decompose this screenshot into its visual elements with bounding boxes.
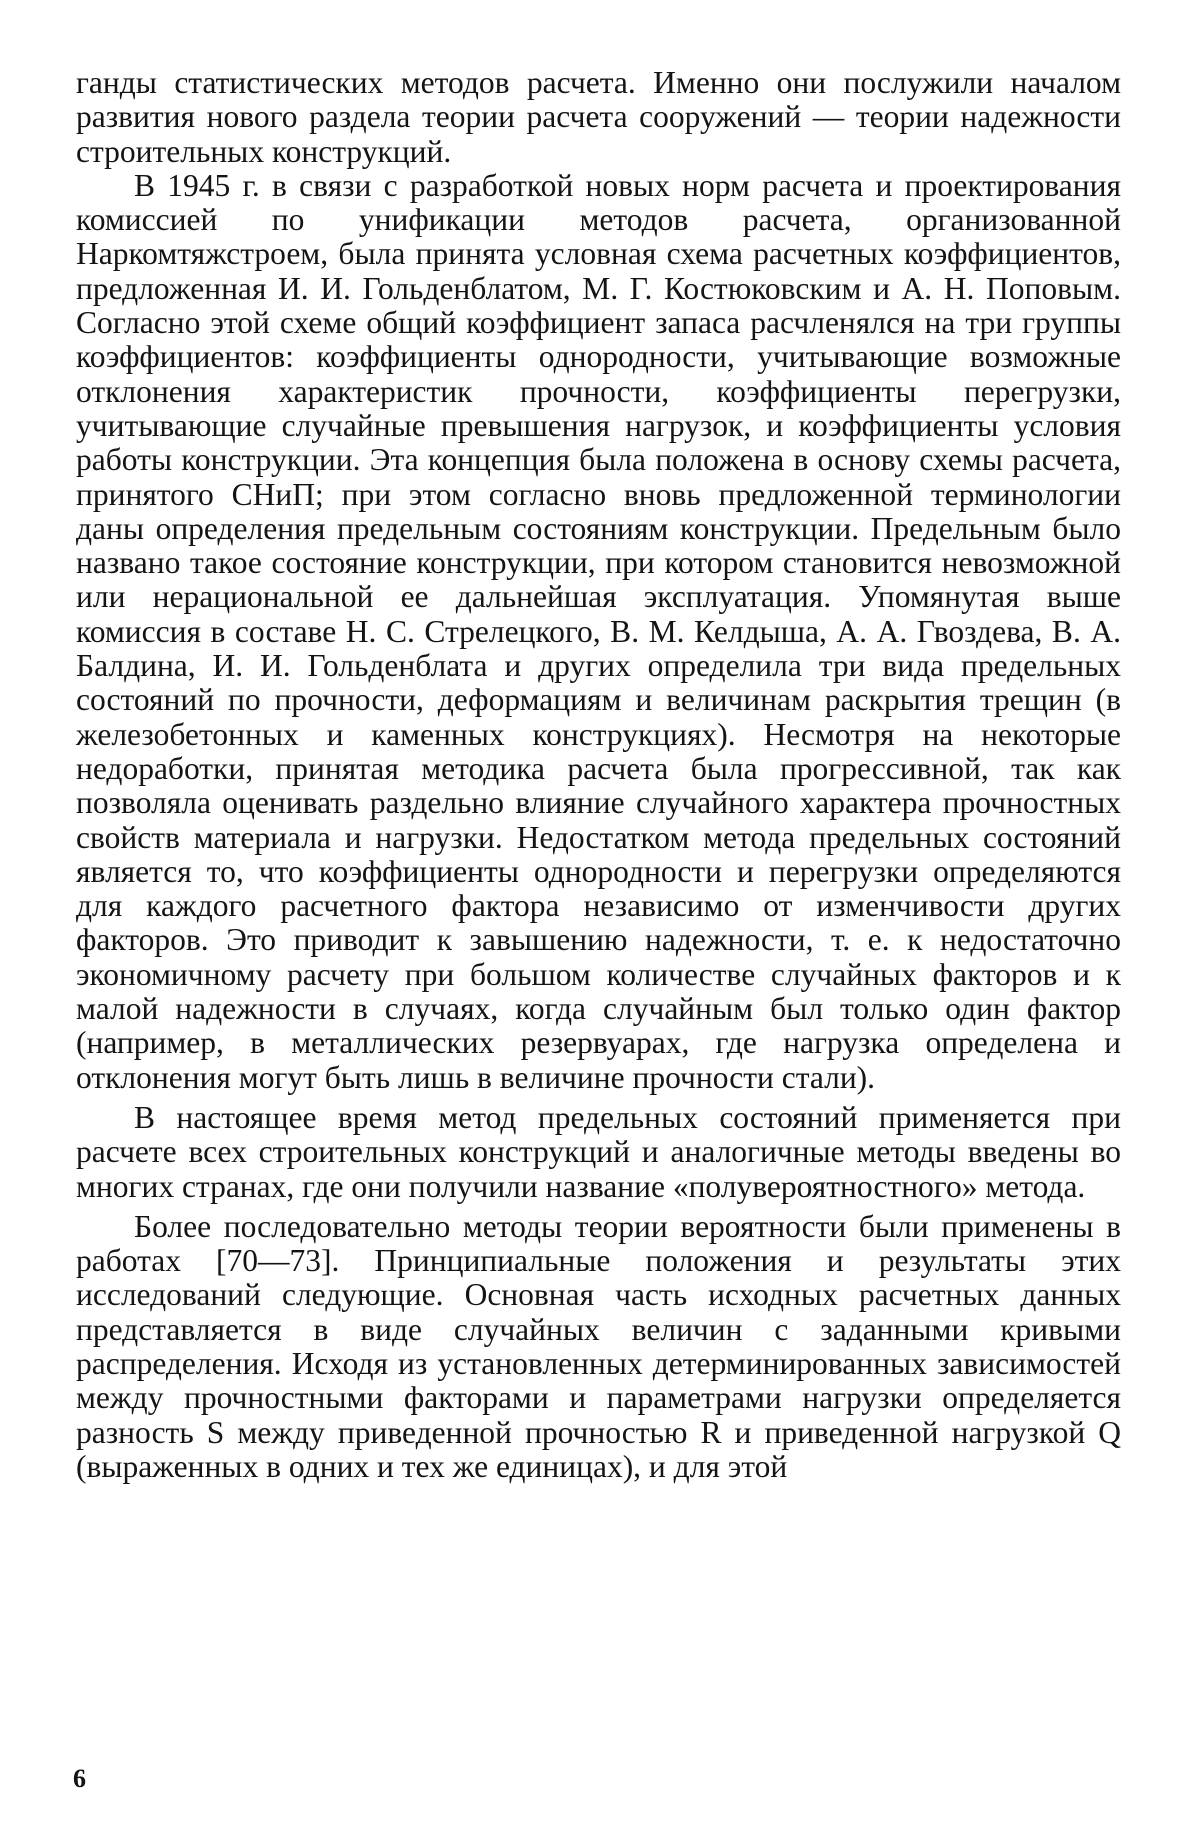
- paragraph-probability-methods: Более последовательно методы теории вероятности были применены в работах [70—73]. Принципиальные положения и результаты этих исследований следующие. Основная часть исходных расчетных данных представляется в виде случайных величин с заданными кривыми распределения. Исходя из установленных детерминированных зависимостей между прочностными факторами и параметрами нагрузки определяется разность S между приведенной прочностью R и приведенной нагрузкой Q (выраженных в одних и тех же единицах), и для этой: [76, 1208, 1121, 1484]
- paragraph-limit-states-method: В настоящее время метод предельных состояний применяется при расчете всех строительных конструкций и аналогичные методы введены во многих странах, где они получили название «полувероятностного» метода.: [76, 1099, 1121, 1204]
- paragraph-continuation: ганды статистических методов расчета. Именно они послужили началом развития нового раздела теории расчета сооружений — теории надежности строительных конструкций.: [76, 65, 1121, 169]
- paragraph-1945-coefficients: В 1945 г. в связи с разработкой новых норм расчета и проектирования комиссией по унификации методов расчета, организованной Наркомтяжстроем, была принята условная схема расчетных коэффициентов, предложенная И. И. Гольденблатом, М. Г. Костюковским и А. Н. Поповым. Согласно этой схеме общий коэффициент запаса расчленялся на три группы коэффициентов: коэффициенты однородности, учитывающие возможные отклонения характеристик прочности, коэффициенты перегрузки, учитывающие случайные превышения нагрузок, и коэффициенты условия работы конструкции. Эта концепция была положена в основу схемы расчета, принятого СНиП; при этом согласно вновь предложенной терминологии даны определения предельным состояниям конструкции. Предельным было названо такое состояние конструкции, при котором становится невозможной или нерациональной ее дальнейшая эксплуатация. Упомянутая выше комиссия в составе Н. С. Стрелецкого, В. М. Келдыша, А. А. Гвоздева, В. А. Балдина, И. И. Гольденблата и других определила три вида предельных состояний по прочности, деформациям и величинам раскрытия трещин (в железобетонных и каменных конструкциях). Несмотря на некоторые недоработки, принятая методика расчета была прогрессивной, так как позволяла оценивать раздельно влияние случайного характера прочностных свойств материала и нагрузки. Недостатком метода предельных состояний является то, что коэффициенты однородности и перегрузки определяются для каждого расчетного фактора независимо от изменчивости других факторов. Это приводит к завышению надежности, т. е. к недостаточно экономичному расчету при большом количестве случайных факторов и к малой надежности в случаях, когда случайным был только один фактор (например, в металлических резервуарах, где нагрузка определена и отклонения могут быть лишь в величине прочности стали).: [76, 167, 1121, 1095]
- page-body: [76, 66, 1121, 1484]
- page-number: 6: [73, 1764, 86, 1793]
